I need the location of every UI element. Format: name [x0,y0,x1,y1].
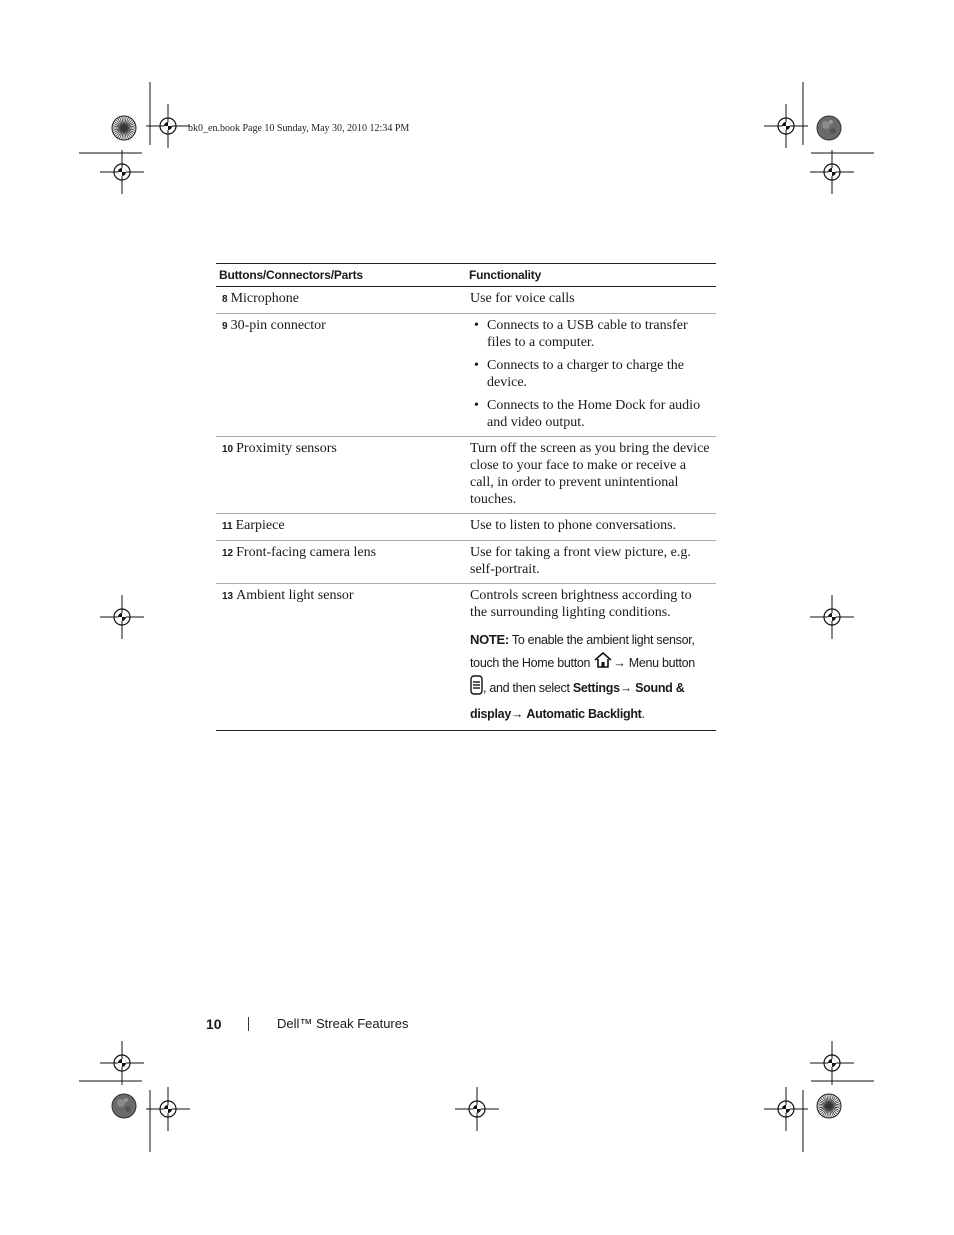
function-cell: Use to listen to phone conversations. [465,514,716,541]
note-text: Menu button [628,655,695,670]
function-cell: Turn off the screen as you bring the device close to your face to make or receive a call, in order to prevent unintentional touches. [465,437,716,514]
item-number: 12 [222,548,234,559]
part-cell [216,287,465,314]
note-text: , and then select [483,681,570,696]
home-icon [593,652,613,676]
table-row [216,514,716,541]
part-name: Proximity sensors [236,441,337,456]
function-text: Controls screen brightness according to the surrounding lighting conditions. [470,588,692,620]
part-name: Front-facing camera lens [236,545,377,560]
arrow: → [619,681,632,696]
function-cell [465,584,716,731]
table-row [216,314,716,437]
table-row [216,541,716,584]
menu-path-settings: Settings [572,681,620,696]
note-text: To enable the ambient light sensor, touch the Home button [470,633,695,670]
note-label: NOTE: [470,632,509,647]
arrow: → [613,655,626,670]
col2-header: Functionality [469,268,542,282]
menu-path-backlight: Automatic Backlight [526,706,642,721]
part-name: Earpiece [235,518,285,533]
part-name: Microphone [230,291,299,306]
function-cell [465,314,716,437]
print-header: bk0_en.book Page 10 Sunday, May 30, 2010 12:34 PM [188,123,410,134]
arrow: → [510,706,524,721]
table-row [216,287,716,314]
part-cell [216,584,465,731]
note-end: . [641,706,645,721]
item-number: 10 [222,444,234,455]
table-row [216,437,716,514]
list-item: • Connects to the Home Dock for audio and video output. [470,397,712,431]
table-header-row [216,264,716,287]
part-name: Ambient light sensor [236,588,354,603]
table-row [216,584,716,731]
item-number: 13 [222,591,234,602]
page-number: 10 [206,1016,222,1032]
footer-divider [248,1017,249,1031]
item-number: 8 [222,294,228,305]
part-name: 30-pin connector [230,318,326,333]
menu-path-sound-display: Sound & display [470,681,685,721]
part-cell [216,437,465,514]
table-header [216,264,716,287]
note-block [470,629,712,725]
list-item: • Connects to a USB cable to transfer files to a computer. [470,317,712,351]
parts-table [216,263,716,731]
menu-icon [470,675,483,703]
col1-header: Buttons/Connectors/Parts [219,268,363,282]
bullet-list [470,317,712,431]
function-cell: Use for taking a front view picture, e.g. self-portrait. [465,541,716,584]
part-cell [216,314,465,437]
item-number: 11 [222,521,233,532]
list-item: • Connects to a charger to charge the device. [470,357,712,391]
section-title: Dell™ Streak Features [277,1016,409,1031]
function-cell: Use for voice calls [465,287,716,314]
part-cell [216,514,465,541]
part-cell [216,541,465,584]
item-number: 9 [222,321,228,332]
